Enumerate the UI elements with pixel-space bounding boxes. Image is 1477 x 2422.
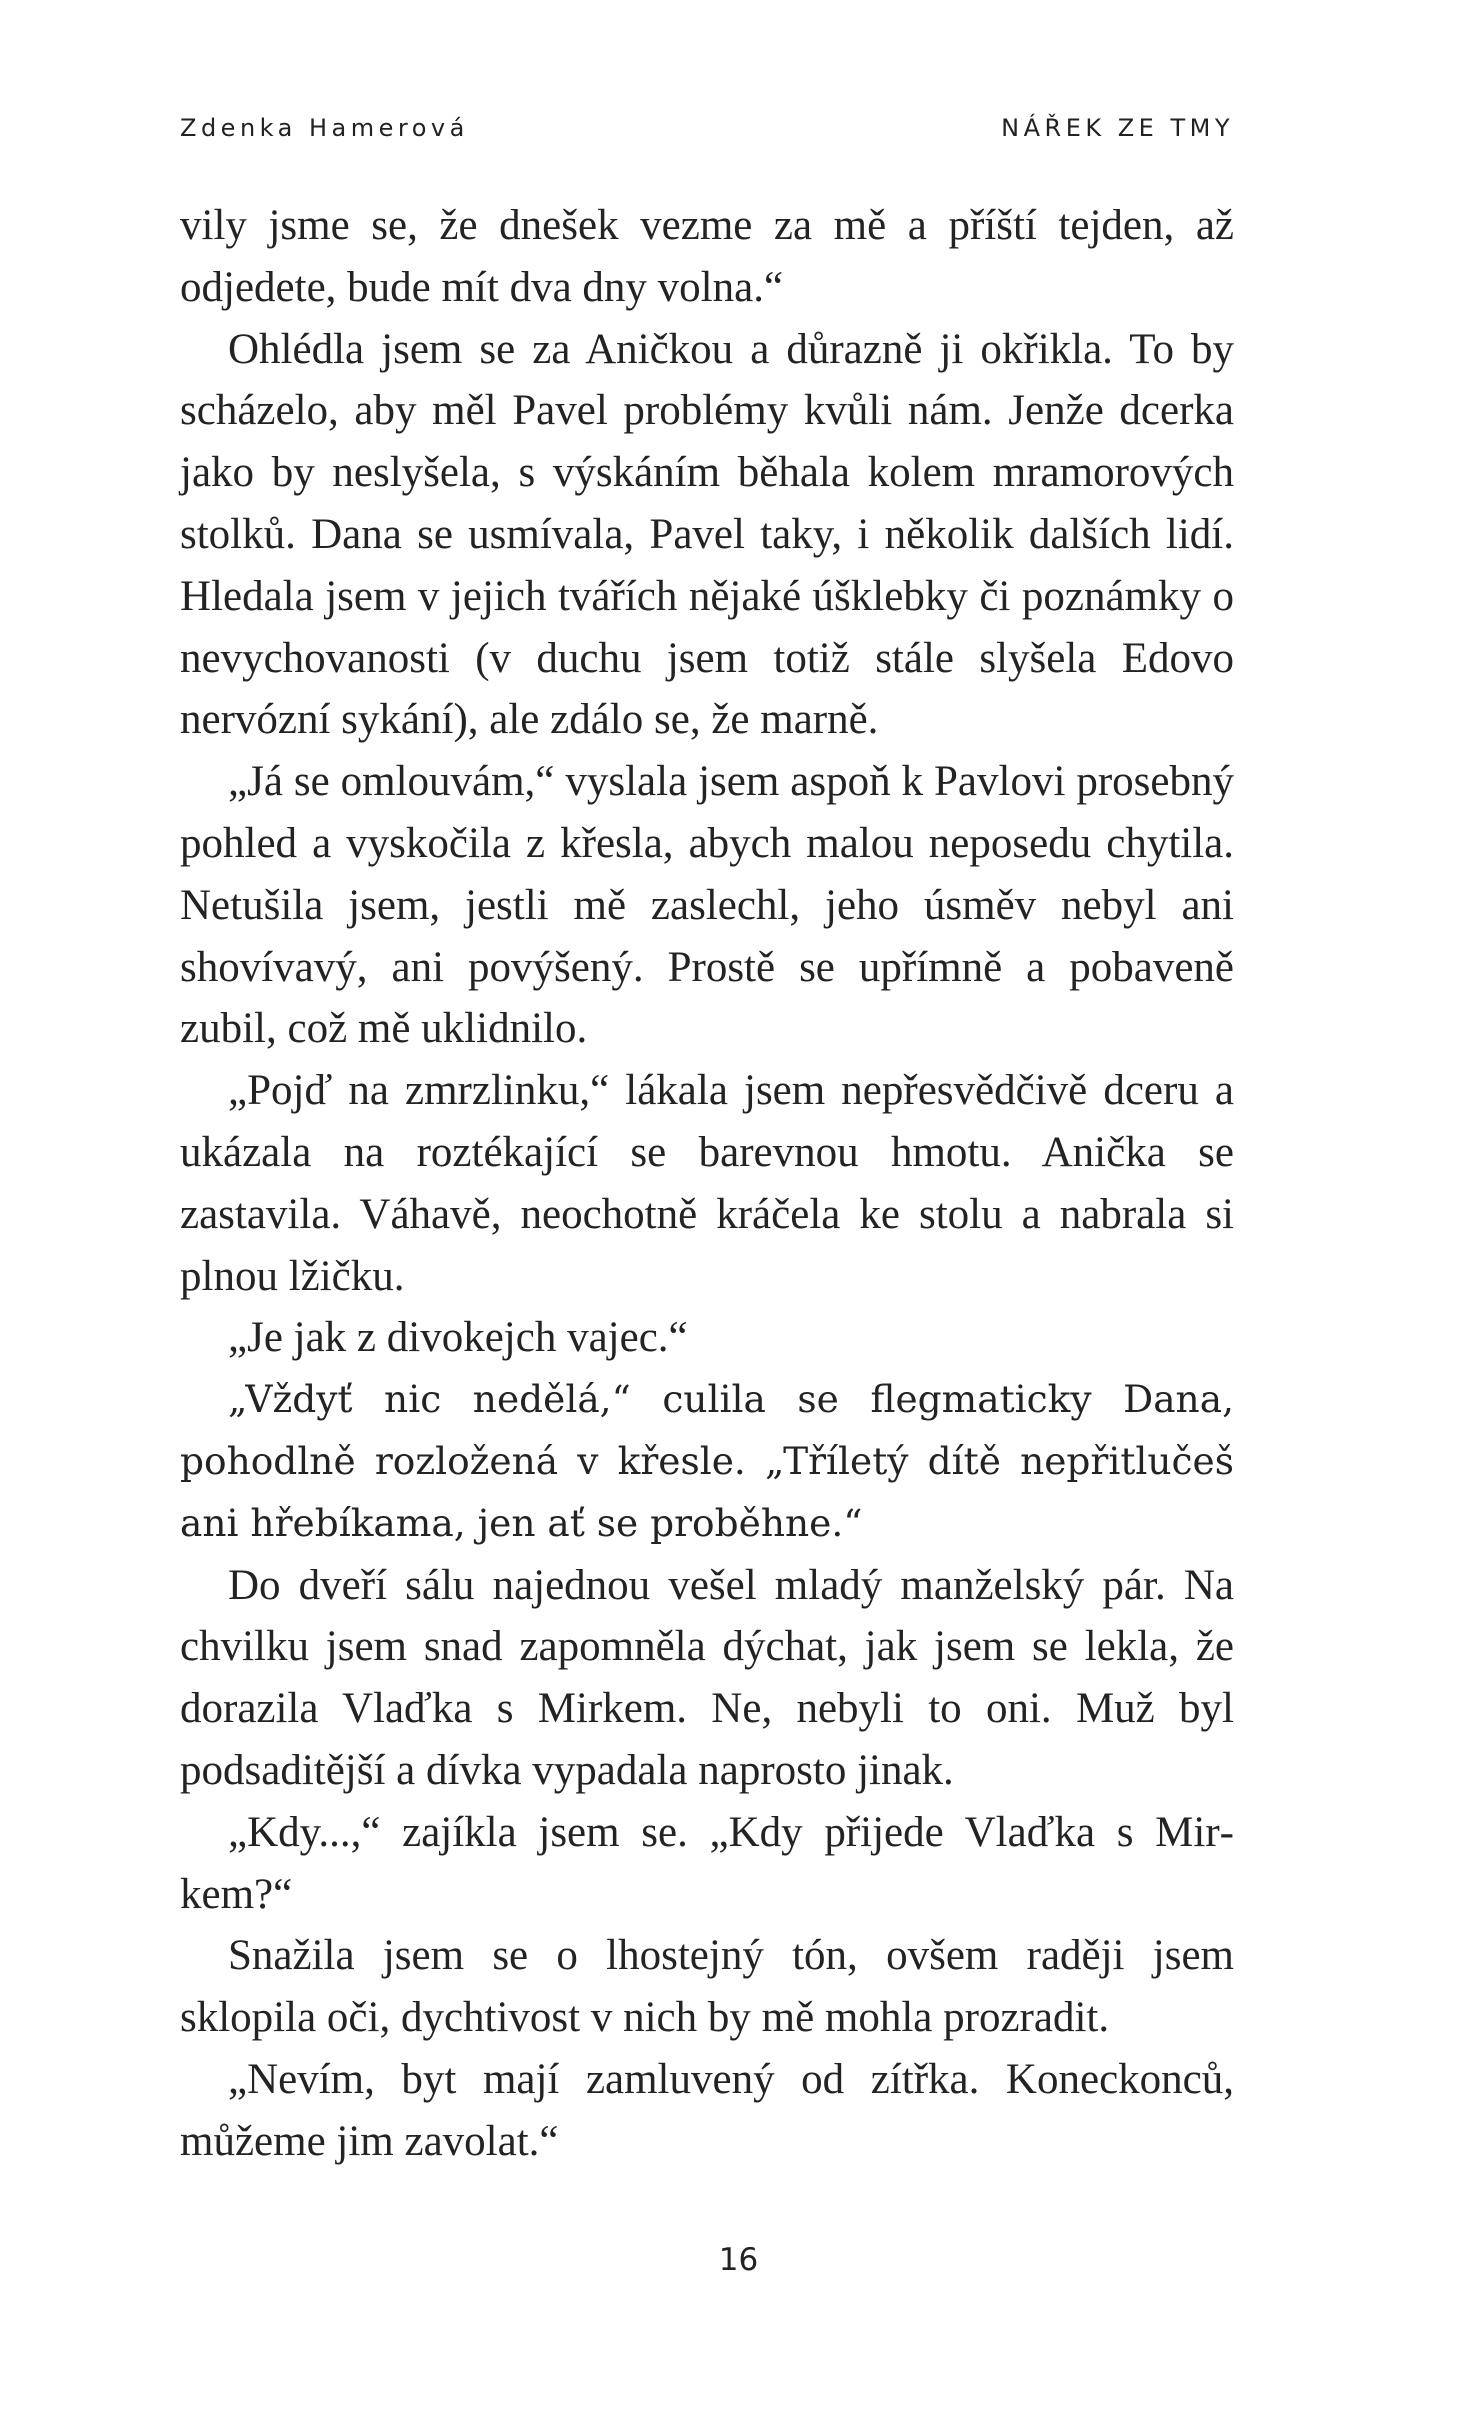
paragraph: Ohlédla jsem se za Aničkou a důrazně ji okřikla. To by scházelo, aby měl Pavel problémy kvůli nám. Jenže dcerka jako by neslyšela, s výskáním běhala kolem mramorových stolků. Dana se usmívala, Pavel taky, i několik dalších lidí. Hledala jsem v jejich tvářích nějaké úšklebky či poznámky o nevychovanosti (v duchu jsem totiž stále slyšela Edovo nervózní sykání), ale zdálo se, že marně. [180, 325, 1234, 744]
paragraph: „Nevím, byt mají zamluvený od zítřka. Koneckonců, můžeme jim zavolat.“ [180, 2055, 1234, 2165]
paragraph: vily jsme se, že dnešek vezme za mě a příští tejden, až odjedete, bude mít dva dny volna.“ [180, 202, 1234, 311]
paragraph: „Kdy...,“ zajíkla jsem se. „Kdy přijede Vlaďka s Mirkem?“ [180, 1808, 1234, 1918]
paragraph: Snažila jsem se o lhostejný tón, ovšem raději jsem sklopila oči, dychtivost v nich by mě mohla prozradit. [180, 1932, 1234, 2042]
paragraph: „Je jak z divokejch vajec.“ [228, 1314, 688, 1362]
paragraph: „Já se omlouvám,“ vyslala jsem aspoň k Pavlovi prosebný pohled a vyskočila z křesla, abych malou neposedu chytila. Netušila jsem, jestli mě zaslechl, jeho úsměv nebyl ani shovívavý, ani povýšený. Prostě se upřímně a pobaveně zubil, což mě uklidnilo. [180, 758, 1234, 1053]
paragraph: „Pojď na zmrzlinku,“ lákala jsem nepřesvědčivě dceru a ukázala na roztékající se barevnou hmotu. Anička se zastavila. Váhavě, neochotně kráčela ke stolu a nabrala si plnou lžičku. [180, 1067, 1234, 1300]
running-header [180, 108, 1234, 148]
paragraph: „Vždyť nic nedělá,“ culila se flegmaticky Dana, pohodlně rozložená v křesle. „Tříletý dítě nepřitlučeš ani hřebíkama, jen ať se proběhne.“ [180, 1377, 1234, 1545]
header-title: NÁŘEK ZE TMY [1001, 114, 1234, 142]
page-number: 16 [718, 2242, 759, 2278]
body-text [180, 195, 1234, 2173]
header-author: Zdenka Hamerová [180, 114, 469, 142]
paragraph: Do dveří sálu najednou vešel mladý manželský pár. Na chvilku jsem snad zapomněla dýchat, jak jsem se lekla, že dorazila Vlaďka s Mirkem. Ne, nebyli to oni. Muž byl podsaditější a dívka vypadala naprosto jinak. [180, 1561, 1234, 1794]
